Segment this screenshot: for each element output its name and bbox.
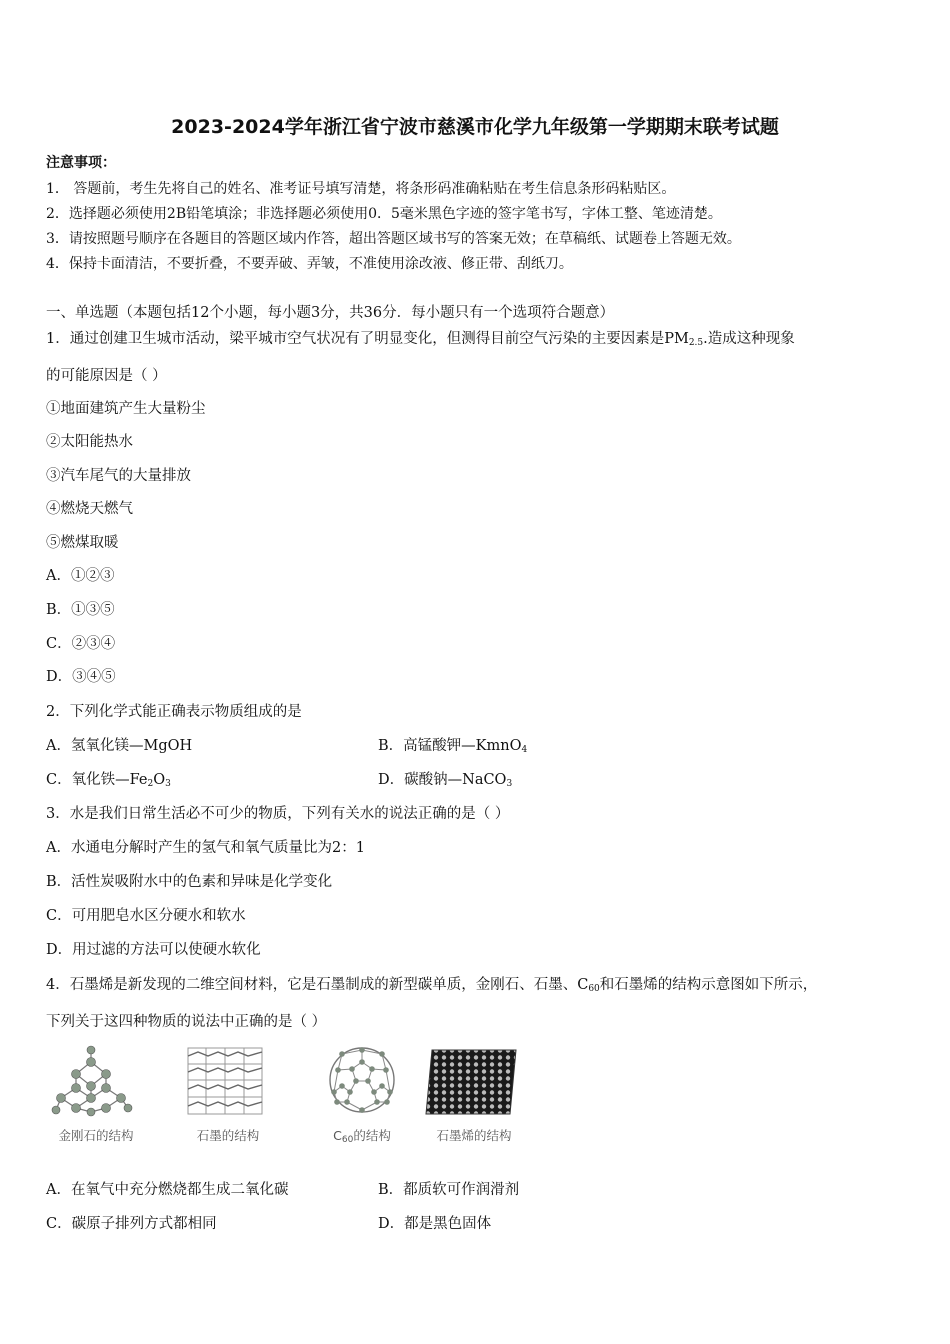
question-1-stem: 1．通过创建卫生城市活动，梁平城市空气状况有了明显变化，但测得目前空气污染的主要因素是$PM_{2.5}$.造成这种现象: [46, 331, 795, 348]
question-2-option-c: C．氧化铁$—Fe_2O_3$: [46, 772, 171, 789]
question-2-option-a: A．氢氧化镁—MgOH: [46, 738, 193, 754]
c60-structure-image: [312, 1040, 412, 1124]
graphite-structure-image: [178, 1040, 278, 1124]
question-1-item: ④燃烧天燃气: [46, 501, 133, 517]
graphene-caption: 石墨烯的结构: [436, 1128, 512, 1143]
page-title: 2023-2024学年浙江省宁波市慈溪市化学九年级第一学期期末联考试题: [171, 116, 779, 138]
question-3-stem: 3．水是我们日常生活必不可少的物质，下列有关水的说法正确的是（ ）: [46, 806, 510, 822]
notice-item: 3．请按照题号顺序在各题目的答题区域内作答，超出答题区域书写的答案无效；在草稿纸、试题卷上答题无效。: [46, 231, 741, 247]
question-1-option-a: A．①②③: [46, 568, 115, 584]
question-3-option-b: B．活性炭吸附水中的色素和异味是化学变化: [46, 874, 333, 890]
question-4-option-c: C．碳原子排列方式都相同: [46, 1216, 217, 1232]
question-4-option-d: D．都是黑色固体: [378, 1216, 492, 1232]
question-4-stem: 4．石墨烯是新发现的二维空间材料，它是石墨制成的新型碳单质，金刚石、石墨、$C_{60}$和石墨烯的结构示意图如下所示，: [46, 977, 818, 994]
notice-item: 4．保持卡面清洁，不要折叠，不要弄破、弄皱，不准使用涂改液、修正带、刮纸刀。: [46, 256, 573, 272]
question-2-option-b: B．高锰酸钾—KmnO$_4$: [378, 738, 528, 755]
graphite-structure: [178, 1040, 278, 1150]
section-heading: 一、单选题（本题包括12个小题，每小题3分，共36分．每小题只有一个选项符合题意）: [46, 305, 615, 321]
question-2-option-d: D．碳酸钠—NaCO$_3$: [378, 772, 513, 789]
question-1-option-c: C．②③④: [46, 636, 116, 652]
question-1-item: ③汽车尾气的大量排放: [46, 468, 191, 484]
question-3-option-c: C．可用肥皂水区分硬水和软水: [46, 908, 246, 924]
notice-heading: 注意事项：: [46, 155, 116, 171]
graphite-caption: 石墨的结构: [196, 1128, 260, 1143]
question-1-item: ⑤燃煤取暖: [46, 535, 119, 551]
question-4-stem-continued: 下列关于这四种物质的说法中正确的是（ ）: [46, 1014, 327, 1030]
question-3-option-a: A．水通电分解时产生的氢气和氧气质量比为2：1: [46, 840, 365, 856]
question-1-option-b: B．①③⑤: [46, 602, 115, 618]
c60-caption: $C_{60}$的结构: [333, 1128, 391, 1145]
question-1-stem-continued: 的可能原因是（ ）: [46, 368, 167, 384]
question-4-option-a: A．在氧气中充分燃烧都生成二氧化碳: [46, 1182, 289, 1198]
question-1-option-d: D．③④⑤: [46, 669, 116, 685]
diamond-structure: [46, 1040, 146, 1150]
diamond-structure-image: [46, 1040, 146, 1124]
carbon-structures-figure: [46, 1040, 546, 1150]
notice-item: 1． 答题前，考生先将自己的姓名、准考证号填写清楚，将条形码准确粘贴在考生信息条形码粘贴区。: [46, 181, 676, 197]
question-3-option-d: D．用过滤的方法可以使硬水软化: [46, 942, 261, 958]
question-2-stem: 2．下列化学式能正确表示物质组成的是: [46, 704, 302, 720]
notice-item: 2．选择题必须使用2B铅笔填涂；非选择题必须使用0．5毫米黑色字迹的签字笔书写，字体工整、笔迹清楚。: [46, 206, 722, 222]
c60-structure: [312, 1040, 412, 1150]
graphene-structure: [424, 1040, 524, 1150]
question-1-item: ②太阳能热水: [46, 434, 133, 450]
question-1-item: ①地面建筑产生大量粉尘: [46, 401, 206, 417]
question-4-option-b: B．都质软可作润滑剂: [378, 1182, 520, 1198]
graphene-structure-image: [424, 1040, 524, 1124]
diamond-caption: 金刚石的结构: [58, 1128, 134, 1143]
